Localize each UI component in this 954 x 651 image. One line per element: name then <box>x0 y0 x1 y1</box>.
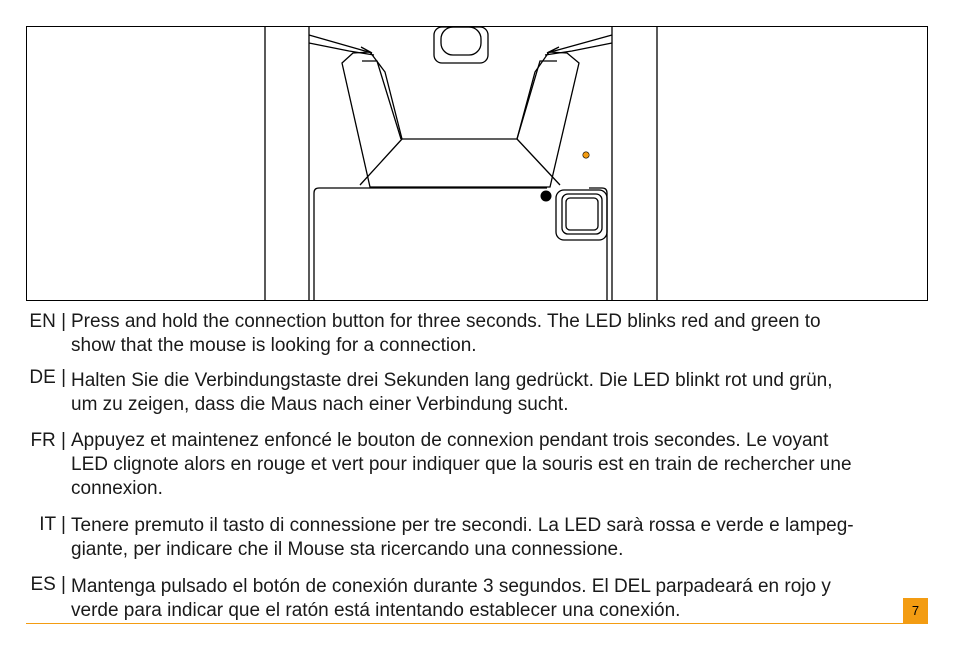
language-code: IT | <box>39 514 66 535</box>
instruction-text: Halten Sie die Verbindungstaste drei Sekunden lang gedrückt. Die LED blinkt rot und grün, um zu zeigen, dass die Maus nach einer Verbindung sucht. <box>71 370 833 415</box>
instruction-text: Mantenga pulsado el botón de conexión durante 3 segundos. El DEL parpadeará en rojo y verde para indicar que el ratón está intentando establecer una conexión. <box>71 576 831 621</box>
mouse-underside-drawing <box>27 27 928 301</box>
instruction-text: Tenere premuto il tasto di connessione per tre secondi. La LED sarà rossa e verde e lampeg- giante, per indicare che il Mouse sta ricercando una connessione. <box>71 515 854 560</box>
language-code: FR | <box>30 430 66 451</box>
led-light-icon <box>583 152 589 158</box>
instruction-text: Press and hold the connection button for three seconds. The LED blinks red and green to show that the mouse is looking for a connection. <box>71 311 821 356</box>
language-code: EN | <box>29 311 66 332</box>
language-code: ES | <box>30 574 66 595</box>
footer-rule <box>26 623 928 624</box>
indicator-dot <box>541 191 552 202</box>
mouse-illustration <box>26 26 928 301</box>
instruction-text: Appuyez et maintenez enfoncé le bouton de connexion pendant trois secondes. Le voyant LED clignote alors en rouge et vert pour indiquer que la souris est en train de rechercher une connexion. <box>71 430 852 499</box>
language-code: DE | <box>29 367 66 388</box>
page-number: 7 <box>903 598 928 623</box>
